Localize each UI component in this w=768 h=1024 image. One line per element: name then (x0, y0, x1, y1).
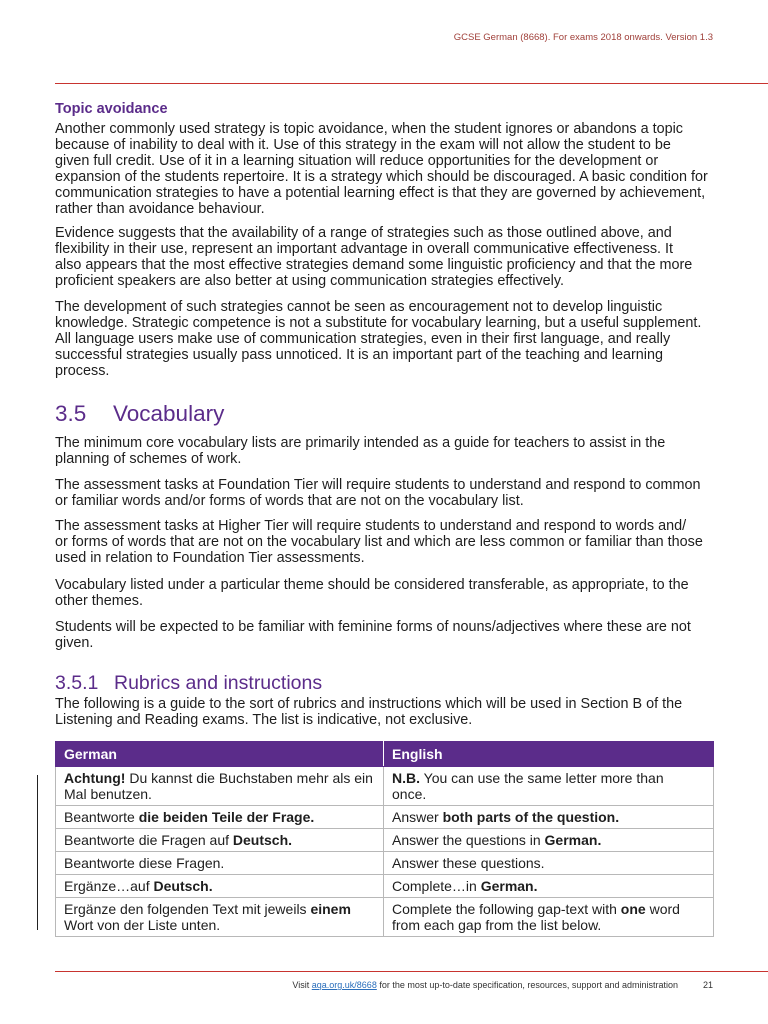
section-title: Vocabulary (113, 401, 225, 426)
topic-avoidance-heading: Topic avoidance (55, 101, 168, 117)
english-cell (384, 852, 714, 875)
bold-text: Deutsch. (153, 878, 213, 894)
text-line: also appears that the most effective strategies demand some linguistic proficiency and that the more (55, 257, 693, 273)
bold-text: einem (310, 901, 351, 917)
footer-suffix: for the most up-to-date specification, resources, support and administration (376, 980, 678, 990)
header-rule (55, 83, 768, 84)
cell-line (392, 917, 705, 933)
paragraph (55, 477, 725, 509)
cell-line (392, 878, 705, 894)
cell-line (392, 809, 705, 825)
text-line: knowledge. Strategic competence is not a substitute for vocabulary learning, but a useful supplement. (55, 315, 702, 331)
footer (292, 979, 713, 991)
cell-line (64, 878, 375, 894)
text-run: You can use the same letter more than (420, 770, 664, 786)
column-header-german: German (56, 742, 384, 767)
german-cell (56, 767, 384, 806)
english-cell (384, 767, 714, 806)
cell-line (64, 786, 375, 802)
text-line: rather than avoidance behaviour. (55, 201, 265, 217)
text-line: other themes. (55, 593, 143, 609)
table-row (56, 875, 714, 898)
text-line: or forms of words that are not on the vocabulary list and which are less common or familiar than those (55, 534, 703, 550)
text-run: Mal benutzen. (64, 786, 152, 802)
bold-text: both parts of the question. (442, 809, 620, 825)
bold-text: German. (544, 832, 602, 848)
subsection-title: Rubrics and instructions (114, 672, 323, 694)
text-line: The following is a guide to the sort of rubrics and instructions which will be used in Section B of the (55, 696, 683, 712)
table-row (56, 767, 714, 806)
table-row (56, 852, 714, 875)
text-line: The assessment tasks at Higher Tier will require students to understand and respond to words and/ (55, 518, 687, 534)
text-run: Ergänze den folgenden Text mit jeweils (64, 901, 311, 917)
cell-line (64, 809, 375, 825)
text-line: Vocabulary listed under a particular theme should be considered transferable, as appropriate, to the (55, 577, 689, 593)
footer-prefix: Visit (292, 980, 312, 990)
text-line: communication strategies to have a potential learning effect is that they are governed by achievement, (55, 185, 706, 201)
table-row (56, 898, 714, 937)
paragraph (55, 435, 725, 467)
footer-link[interactable]: aqa.org.uk/8668 (311, 980, 377, 990)
text-line: All language users make use of communication strategies, even in their first language, and really (55, 331, 671, 347)
cell-line (64, 917, 375, 933)
text-line: proficient speakers are also better at using communication strategies effectively. (55, 273, 564, 289)
cell-line (64, 901, 375, 917)
column-header-english: English (384, 742, 714, 767)
text-run: Beantworte (64, 809, 139, 825)
text-line: Listening and Reading exams. The list is indicative, not exclusive. (55, 712, 473, 728)
running-header: GCSE German (8668). For exams 2018 onwards. Version 1.3 (453, 32, 713, 43)
text-line: The assessment tasks at Foundation Tier will require students to understand and respond to common (55, 477, 701, 493)
cell-line (392, 855, 705, 871)
text-line: process. (55, 363, 110, 379)
section-number: 3.5 (55, 401, 87, 426)
table-body (56, 767, 714, 937)
bold-text: Deutsch. (232, 832, 293, 848)
bold-text: one (620, 901, 646, 917)
cell-line (392, 786, 705, 802)
text-run: Complete the following gap-text with (392, 901, 621, 917)
rubrics-table (55, 741, 714, 937)
text-line: The development of such strategies cannot be seen as encouragement not to develop linguistic (55, 299, 663, 315)
german-cell (56, 875, 384, 898)
cell-line (64, 770, 375, 786)
text-run: Complete…in (392, 878, 481, 894)
text-line: expansion of the students repertoire. It is a strategy which should be discouraged. A basic condition for (55, 169, 708, 185)
bold-text: die beiden Teile der Frage. (138, 809, 315, 825)
cell-line (392, 832, 705, 848)
text-line: Another commonly used strategy is topic avoidance, when the student ignores or abandons a topic (55, 121, 683, 137)
subsection-heading (55, 672, 322, 694)
text-line: given full credit. Use of it in a learning situation will reduce opportunities for the development or (55, 153, 659, 169)
text-run: Beantworte diese Fragen. (64, 855, 225, 871)
english-cell (384, 875, 714, 898)
paragraph (55, 577, 725, 609)
text-run: Du kannst die Buchstaben mehr als ein (125, 770, 373, 786)
section-heading (55, 400, 224, 428)
text-line: successful strategies usually pass unnoticed. It is an important part of the teaching and learning (55, 347, 663, 363)
english-cell (384, 806, 714, 829)
paragraph (55, 121, 725, 217)
paragraph (55, 299, 725, 379)
german-cell (56, 806, 384, 829)
text-line: given. (55, 635, 94, 651)
cell-line (64, 855, 375, 871)
table-header-row (56, 742, 714, 767)
paragraph (55, 619, 725, 651)
text-line: The minimum core vocabulary lists are primarily intended as a guide for teachers to assist in the (55, 435, 666, 451)
text-line: Students will be expected to be familiar with feminine forms of nouns/adjectives where these are not (55, 619, 691, 635)
text-line: used in relation to Foundation Tier assessments. (55, 550, 365, 566)
text-run: Ergänze…auf (64, 878, 154, 894)
text-run: Answer these questions. (392, 855, 545, 871)
footer-rule (55, 971, 768, 972)
text-line: because of inability to deal with it. Use of this strategy in the exam will not allow the student to be (55, 137, 671, 153)
german-cell (56, 829, 384, 852)
paragraph (55, 696, 725, 728)
bold-text: German. (480, 878, 538, 894)
cell-line (392, 901, 705, 917)
cell-line (392, 770, 705, 786)
german-cell (56, 898, 384, 937)
table-row (56, 829, 714, 852)
paragraph (55, 225, 725, 289)
cell-line (64, 832, 375, 848)
text-run: Answer the questions in (392, 832, 545, 848)
german-cell (56, 852, 384, 875)
text-run: once. (392, 786, 427, 802)
page-number: 21 (702, 980, 713, 990)
text-line: or familiar words and/or forms of words that are not on the vocabulary list. (55, 493, 524, 509)
bold-text: N.B. (392, 770, 420, 786)
text-run: Wort von der Liste unten. (64, 917, 221, 933)
table-row (56, 806, 714, 829)
text-run: from each gap from the list below. (392, 917, 602, 933)
subsection-number: 3.5.1 (55, 672, 99, 694)
text-run: Answer (392, 809, 443, 825)
text-run: Beantworte die Fragen auf (64, 832, 233, 848)
english-cell (384, 898, 714, 937)
paragraph (55, 518, 725, 566)
change-bar (37, 775, 38, 930)
text-line: planning of schemes of work. (55, 451, 242, 467)
english-cell (384, 829, 714, 852)
bold-text: Achtung! (64, 770, 126, 786)
text-line: flexibility in their use, represent an important advantage in overall communicative effectiveness. It (55, 241, 674, 257)
text-run: word (645, 901, 680, 917)
table-head (56, 742, 714, 767)
text-line: Evidence suggests that the availability of a range of strategies such as those outlined above, and (55, 225, 672, 241)
